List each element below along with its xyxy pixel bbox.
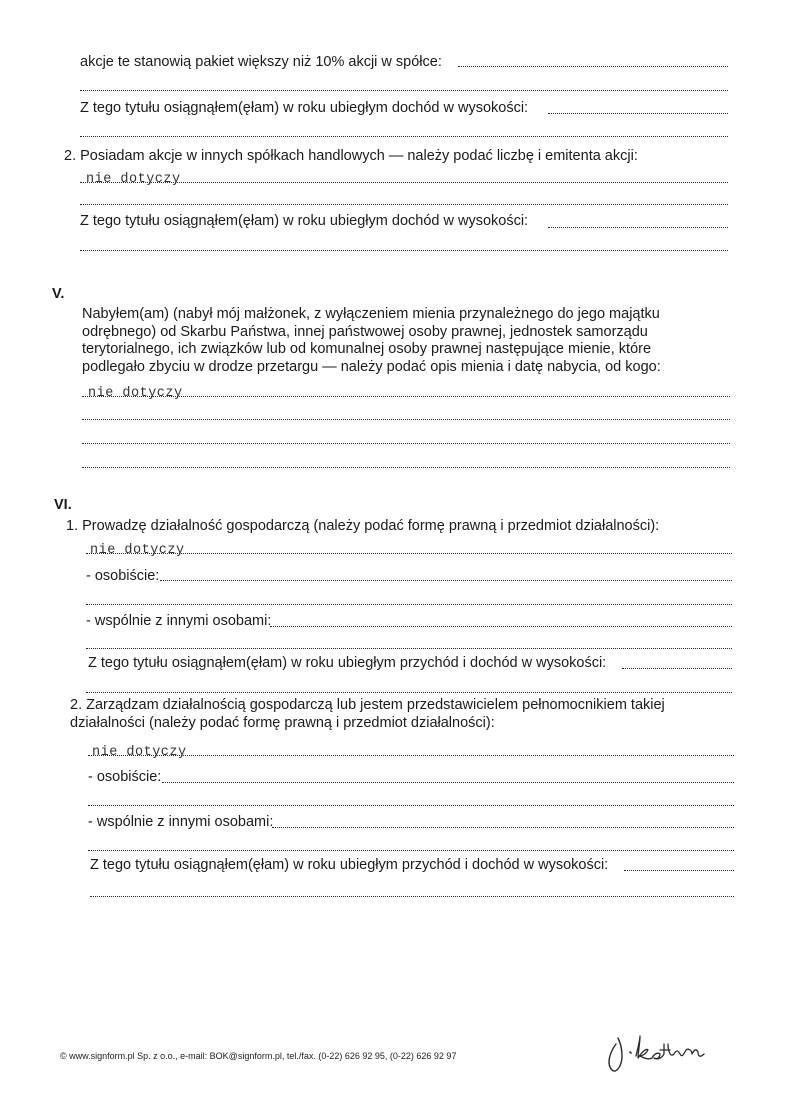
business-activity-answer: nie dotyczy: [90, 543, 185, 558]
fill-line: [82, 467, 730, 468]
fill-line: [80, 182, 728, 183]
footer-copyright: © www.signform.pl Sp. z o.o., e-mail: BOK@signform.pl, tel./fax. (0-22) 626 92 95, (0-22) 626 92 97: [60, 1051, 457, 1061]
jointly-label-1: - wspólnie z innymi osobami:: [86, 613, 272, 629]
personally-label-2: - osobiście:: [88, 769, 162, 785]
fill-line: [86, 604, 732, 605]
income-line-2: [548, 227, 728, 228]
income-line-1: [548, 113, 728, 114]
business-activity-label: 1. Prowadzę działalność gospodarczą (należy podać formę prawną i przedmiot działalności):: [66, 518, 660, 534]
fill-line: [88, 805, 734, 806]
fill-line: [88, 850, 734, 851]
section-v-text: Nabyłem(am) (nabył mój małżonek, z wyłączeniem mienia przynależnego do jego majątku odrębnego) od Skarbu Państwa, innej państwowej osoby prawnej, jednostek samorządu terytorialnego, ich związków lub od komunalnej osoby prawnej następujące mienie, które podlegało zbyciu w drodze przetargu — należy podać opis mienia i datę nabycia, od kogo:: [82, 306, 661, 375]
income-label-2: Z tego tytułu osiągnąłem(ęłam) w roku ubiegłym dochód w wysokości:: [80, 213, 529, 229]
income-label-1: Z tego tytułu osiągnąłem(ęłam) w roku ubiegłym dochód w wysokości:: [80, 100, 529, 116]
shares-other-companies-answer: nie dotyczy: [86, 172, 181, 187]
revenue-income-line-1: [622, 668, 732, 669]
fill-line: [82, 419, 730, 420]
revenue-income-label-1: Z tego tytułu osiągnąłem(ęłam) w roku ubiegłym przychód i dochód w wysokości:: [88, 655, 607, 671]
fill-line: [88, 755, 734, 756]
section-v-numeral: V.: [52, 286, 65, 302]
jointly-label-2: - wspólnie z innymi osobami:: [88, 814, 274, 830]
fill-line: [90, 896, 734, 897]
fill-line: [86, 692, 732, 693]
shares-other-companies-label: 2. Posiadam akcje w innych spółkach handlowych — należy podać liczbę i emitenta akcji:: [64, 148, 638, 164]
personally-line-1: [160, 580, 732, 581]
jointly-line-1: [270, 626, 732, 627]
fill-line: [80, 250, 728, 251]
personally-label-1: - osobiście:: [86, 568, 160, 584]
business-management-answer: nie dotyczy: [92, 745, 187, 760]
personally-line-2: [162, 782, 734, 783]
fill-line: [80, 136, 728, 137]
fill-line: [80, 90, 728, 91]
shares-over-10-percent-line: [458, 66, 728, 67]
fill-line: [80, 204, 728, 205]
section-vi-numeral: VI.: [54, 497, 72, 513]
revenue-income-line-2: [624, 870, 734, 871]
section-v-answer: nie dotyczy: [88, 386, 183, 401]
shares-over-10-percent-label: akcje te stanowią pakiet większy niż 10% akcji w spółce:: [80, 54, 442, 70]
fill-line: [86, 648, 732, 649]
fill-line: [86, 553, 732, 554]
fill-line: [82, 396, 730, 397]
handwritten-signature: [600, 1018, 710, 1078]
fill-line: [82, 443, 730, 444]
business-management-label: 2. Zarządzam działalnością gospodarczą lub jestem przedstawicielem pełnomocnikiem takiej działalności (należy podać formę prawną i przedmiot działalności):: [70, 697, 665, 731]
revenue-income-label-2: Z tego tytułu osiągnąłem(ęłam) w roku ubiegłym przychód i dochód w wysokości:: [90, 857, 609, 873]
jointly-line-2: [272, 827, 734, 828]
